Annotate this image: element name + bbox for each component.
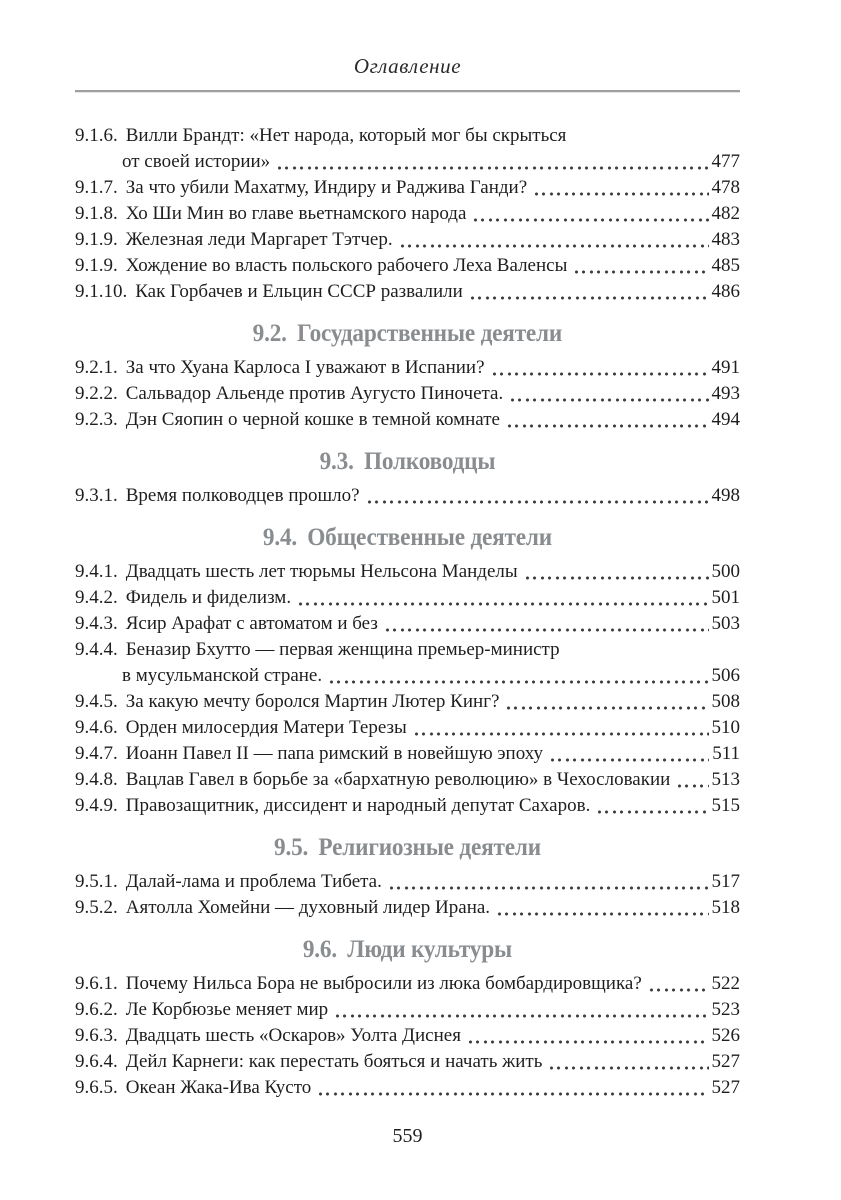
entry-number: 9.4.3. xyxy=(75,613,118,634)
entry-title: Орден милосердия Матери Терезы xyxy=(125,717,407,738)
entry-number: 9.4.2. xyxy=(75,587,118,608)
dot-leader xyxy=(335,1013,708,1019)
entry-title: Почему Нильса Бора не выбросили из люка бомбардировщика? xyxy=(125,973,642,994)
entry-title: от своей истории» xyxy=(122,151,271,172)
entry-number: 9.6.4. xyxy=(75,1051,118,1072)
toc-entry-line xyxy=(75,793,740,819)
entry-title: Двадцать шесть «Оскаров» Уолта Диснея xyxy=(125,1025,461,1046)
entry-title: За что убили Махатму, Индиру и Раджива Ганди? xyxy=(125,177,528,198)
entry-title: Беназир Бхутто — первая женщина премьер-министр xyxy=(125,639,560,660)
toc-entry-line xyxy=(75,611,740,637)
dot-leader xyxy=(385,627,709,633)
toc-entry-line xyxy=(75,971,740,997)
entry-page-number: 501 xyxy=(711,587,740,608)
entry-number: 9.4.5. xyxy=(75,691,118,712)
entry-number: 9.4.6. xyxy=(75,717,118,738)
toc-entry-line xyxy=(75,1023,740,1049)
toc-entry-line xyxy=(75,253,740,279)
section-heading-number: 9.5. xyxy=(274,834,309,861)
header-rule xyxy=(75,90,740,92)
entry-title: Двадцать шесть лет тюрьмы Нельсона Манделы xyxy=(125,561,518,582)
toc-entry-line xyxy=(75,663,740,689)
entry-title: Ясир Арафат с автоматом и без xyxy=(125,613,378,634)
entry-page-number: 518 xyxy=(711,897,740,918)
entry-title: Хождение во власть польского рабочего Леха Валенсы xyxy=(125,255,568,276)
entry-number: 9.4.9. xyxy=(75,795,118,816)
entry-number: 9.1.6. xyxy=(75,125,118,146)
entry-page-number: 478 xyxy=(711,177,740,198)
section-heading-title: Полководцы xyxy=(363,448,496,475)
entry-number: 9.2.1. xyxy=(75,357,118,378)
entry-page-number: 515 xyxy=(711,795,740,816)
toc-entry-line xyxy=(75,1049,740,1075)
dot-leader xyxy=(497,911,708,917)
toc-entry-line xyxy=(75,123,740,149)
toc-entry-line xyxy=(75,355,740,381)
entry-page-number: 483 xyxy=(711,229,740,250)
toc xyxy=(75,123,740,1101)
entry-title: Фидель и фиделизм. xyxy=(125,587,292,608)
entry-page-number: 527 xyxy=(711,1051,740,1072)
entry-page-number: 508 xyxy=(711,691,740,712)
section-heading-title: Религиозные деятели xyxy=(318,834,541,861)
section-heading xyxy=(75,321,740,347)
toc-entry-line xyxy=(75,483,740,509)
entry-number: 9.6.2. xyxy=(75,999,118,1020)
section-heading-number: 9.6. xyxy=(302,936,338,963)
entry-number: 9.4.4. xyxy=(75,639,118,660)
entry-title: Как Горбачев и Ельцин СССР развалили xyxy=(135,281,463,302)
entry-page-number: 493 xyxy=(711,383,740,404)
entry-page-number: 517 xyxy=(711,871,740,892)
toc-entry-line xyxy=(75,149,740,175)
dot-leader xyxy=(597,809,708,815)
dot-leader xyxy=(400,243,709,249)
entry-title: За какую мечту боролся Мартин Лютер Кинг? xyxy=(125,691,500,712)
dot-leader xyxy=(492,371,709,377)
entry-title: Вацлав Гавел в борьбе за «бархатную революцию» в Чехословакии xyxy=(125,769,671,790)
entry-title: Дэн Сяопин о черной кошке в темной комнате xyxy=(125,409,500,430)
toc-entry-line xyxy=(75,381,740,407)
entry-page-number: 500 xyxy=(711,561,740,582)
dot-leader xyxy=(277,165,708,171)
toc-entry-line xyxy=(75,741,740,767)
dot-leader xyxy=(367,499,709,505)
entry-page-number: 513 xyxy=(711,769,740,790)
toc-entry-line xyxy=(75,767,740,793)
entry-page-number: 498 xyxy=(711,485,740,506)
entry-title: Аятолла Хомейни — духовный лидер Ирана. xyxy=(125,897,491,918)
entry-title: Время полководцев прошло? xyxy=(125,485,360,506)
entry-page-number: 510 xyxy=(711,717,740,738)
entry-number: 9.5.2. xyxy=(75,897,118,918)
entry-page-number: 527 xyxy=(711,1077,740,1098)
toc-entry-line xyxy=(75,895,740,921)
entry-number: 9.6.1. xyxy=(75,973,118,994)
entry-number: 9.3.1. xyxy=(75,485,118,506)
dot-leader xyxy=(677,783,708,789)
dot-leader xyxy=(507,423,709,429)
toc-entry-line xyxy=(75,715,740,741)
section-heading-title: Люди культуры xyxy=(347,936,513,963)
dot-leader xyxy=(574,269,708,275)
entry-page-number: 494 xyxy=(711,409,740,430)
entry-number: 9.1.9. xyxy=(75,229,118,250)
entry-title: Океан Жака-Ива Кусто xyxy=(125,1077,312,1098)
entry-page-number: 522 xyxy=(711,973,740,994)
toc-entry-line xyxy=(75,175,740,201)
section-heading xyxy=(75,937,740,963)
entry-number: 9.6.3. xyxy=(75,1025,118,1046)
toc-entry-line xyxy=(75,997,740,1023)
entry-page-number: 485 xyxy=(711,255,740,276)
entry-title: в мусульманской стране. xyxy=(122,665,323,686)
entry-number: 9.1.9. xyxy=(75,255,118,276)
toc-entry-line xyxy=(75,407,740,433)
section-heading xyxy=(75,835,740,861)
toc-entry-line xyxy=(75,559,740,585)
entry-number: 9.4.8. xyxy=(75,769,118,790)
dot-leader xyxy=(525,575,709,581)
entry-number: 9.5.1. xyxy=(75,871,118,892)
entry-number: 9.1.10. xyxy=(75,281,128,302)
entry-title: За что Хуана Карлоса I уважают в Испании? xyxy=(125,357,485,378)
section-heading-title: Государственные деятели xyxy=(297,320,563,347)
dot-leader xyxy=(550,757,709,763)
running-header-title: Оглавление xyxy=(353,54,462,78)
entry-page-number: 511 xyxy=(712,743,740,764)
section-heading-text xyxy=(303,937,512,963)
entry-page-number: 482 xyxy=(711,203,740,224)
entry-title: Правозащитник, диссидент и народный депутат Сахаров. xyxy=(125,795,591,816)
dot-leader xyxy=(389,885,709,891)
page-number: 559 xyxy=(392,1125,423,1147)
dot-leader xyxy=(649,987,709,993)
section-heading-text xyxy=(274,835,541,861)
dot-leader xyxy=(506,705,708,711)
toc-entry-line xyxy=(75,201,740,227)
entry-page-number: 523 xyxy=(711,999,740,1020)
entry-title: Ле Корбюзье меняет мир xyxy=(125,999,329,1020)
entry-page-number: 491 xyxy=(711,357,740,378)
dot-leader xyxy=(318,1091,708,1097)
section-heading-text xyxy=(320,449,496,475)
entry-number: 9.2.2. xyxy=(75,383,118,404)
entry-number: 9.2.3. xyxy=(75,409,118,430)
entry-page-number: 486 xyxy=(711,281,740,302)
entry-number: 9.4.7. xyxy=(75,743,118,764)
entry-title: Хо Ши Мин во главе вьетнамского народа xyxy=(125,203,467,224)
toc-entry-line xyxy=(75,227,740,253)
section-heading-text xyxy=(253,321,562,347)
entry-number: 9.1.7. xyxy=(75,177,118,198)
toc-entry-line xyxy=(75,585,740,611)
dot-leader xyxy=(329,679,708,685)
entry-page-number: 503 xyxy=(711,613,740,634)
section-heading xyxy=(75,449,740,475)
section-heading-number: 9.2. xyxy=(252,320,287,347)
toc-entry-line xyxy=(75,1075,740,1101)
entry-title: Вилли Брандт: «Нет народа, который мог бы скрыться xyxy=(125,125,567,146)
dot-leader xyxy=(470,295,709,301)
entry-number: 9.4.1. xyxy=(75,561,118,582)
dot-leader xyxy=(298,601,708,607)
dot-leader xyxy=(534,191,708,197)
entry-page-number: 526 xyxy=(711,1025,740,1046)
dot-leader xyxy=(468,1039,709,1045)
entry-title: Сальвадор Альенде против Аугусто Пиночета. xyxy=(125,383,504,404)
toc-entry-line xyxy=(75,689,740,715)
entry-title: Иоанн Павел II — папа римский в новейшую эпоху xyxy=(125,743,544,764)
section-heading xyxy=(75,525,740,551)
dot-leader xyxy=(473,217,708,223)
entry-title: Железная леди Маргарет Тэтчер. xyxy=(125,229,393,250)
section-heading-title: Общественные деятели xyxy=(307,524,553,551)
dot-leader xyxy=(510,397,708,403)
toc-entry-line xyxy=(75,637,740,663)
entry-title: Дейл Карнеги: как перестать бояться и начать жить xyxy=(125,1051,543,1072)
section-heading-number: 9.3. xyxy=(319,448,354,475)
toc-entry-line xyxy=(75,869,740,895)
entry-page-number: 477 xyxy=(711,151,740,172)
dot-leader xyxy=(414,731,709,737)
entry-title: Далай-лама и проблема Тибета. xyxy=(125,871,382,892)
toc-entry-line xyxy=(75,279,740,305)
entry-page-number: 506 xyxy=(711,665,740,686)
entry-number: 9.1.8. xyxy=(75,203,118,224)
dot-leader xyxy=(549,1065,708,1071)
entry-number: 9.6.5. xyxy=(75,1077,118,1098)
page-content xyxy=(75,0,740,1149)
section-heading-text xyxy=(263,525,552,551)
section-heading-number: 9.4. xyxy=(262,524,298,551)
